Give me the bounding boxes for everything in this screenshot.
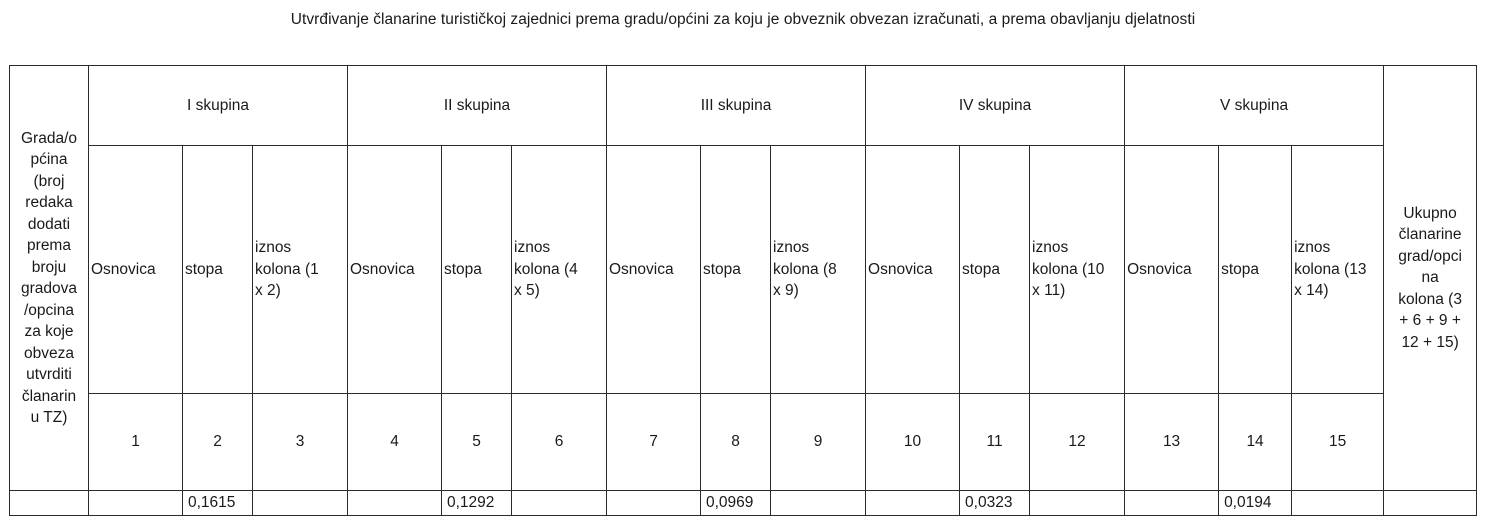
total-fee-header: Ukupno članarine grad/opci na kolona (3 + 6 + 9 + 12 + 15)	[1384, 66, 1477, 491]
group-4-header: IV skupina	[866, 66, 1125, 146]
column-number-row	[10, 394, 1477, 491]
column-number: 7	[607, 394, 701, 491]
group-header-row	[10, 66, 1477, 146]
group-1-amount-header: iznos kolona (1 x 2)	[253, 146, 348, 394]
group-3-header: III skupina	[607, 66, 866, 146]
group-3-amount-header: iznos kolona (8 x 9)	[771, 146, 866, 394]
column-number: 9	[771, 394, 866, 491]
city-cell	[10, 491, 89, 516]
group-5-rate-header: stopa	[1219, 146, 1292, 394]
column-number: 2	[183, 394, 253, 491]
group-5-rate-cell: 0,0194	[1219, 491, 1292, 516]
group-1-base-cell	[89, 491, 183, 516]
membership-fee-table	[9, 65, 1477, 516]
group-2-header: II skupina	[348, 66, 607, 146]
group-3-rate-cell: 0,0969	[701, 491, 771, 516]
group-1-base-header: Osnovica	[89, 146, 183, 394]
group-5-amount-cell	[1292, 491, 1384, 516]
group-1-header: I skupina	[89, 66, 348, 146]
column-number: 5	[442, 394, 512, 491]
column-number: 15	[1292, 394, 1384, 491]
total-cell	[1384, 491, 1477, 516]
column-number: 1	[89, 394, 183, 491]
column-number: 3	[253, 394, 348, 491]
group-1-rate-header: stopa	[183, 146, 253, 394]
column-number: 14	[1219, 394, 1292, 491]
column-number: 4	[348, 394, 442, 491]
column-header-row	[10, 146, 1477, 394]
column-number: 13	[1125, 394, 1219, 491]
group-4-rate-header: stopa	[960, 146, 1030, 394]
group-5-amount-header: iznos kolona (13 x 14)	[1292, 146, 1384, 394]
column-number: 12	[1030, 394, 1125, 491]
group-3-base-cell	[607, 491, 701, 516]
column-number: 11	[960, 394, 1030, 491]
group-1-amount-cell	[253, 491, 348, 516]
group-3-amount-cell	[771, 491, 866, 516]
group-2-amount-cell	[512, 491, 607, 516]
column-number: 10	[866, 394, 960, 491]
group-1-rate-cell: 0,1615	[183, 491, 253, 516]
group-2-base-header: Osnovica	[348, 146, 442, 394]
group-4-base-header: Osnovica	[866, 146, 960, 394]
group-3-rate-header: stopa	[701, 146, 771, 394]
group-5-base-header: Osnovica	[1125, 146, 1219, 394]
page-title: Utvrđivanje članarine turističkoj zajednici prema gradu/općini za koju je obveznik obvezan izračunati, a prema obavljanju djelatnosti	[290, 11, 1196, 28]
group-4-rate-cell: 0,0323	[960, 491, 1030, 516]
group-2-base-cell	[348, 491, 442, 516]
group-2-rate-cell: 0,1292	[442, 491, 512, 516]
data-row	[10, 491, 1477, 516]
group-5-base-cell	[1125, 491, 1219, 516]
city-municipality-header: Grada/o pćina (broj redaka dodati prema broju gradova /opcina za koje obveza utvrditi članarin u TZ)	[10, 66, 89, 491]
group-5-header: V skupina	[1125, 66, 1384, 146]
column-number: 6	[512, 394, 607, 491]
group-4-amount-cell	[1030, 491, 1125, 516]
group-3-base-header: Osnovica	[607, 146, 701, 394]
group-4-amount-header: iznos kolona (10 x 11)	[1030, 146, 1125, 394]
group-4-base-cell	[866, 491, 960, 516]
group-2-rate-header: stopa	[442, 146, 512, 394]
group-2-amount-header: iznos kolona (4 x 5)	[512, 146, 607, 394]
column-number: 8	[701, 394, 771, 491]
